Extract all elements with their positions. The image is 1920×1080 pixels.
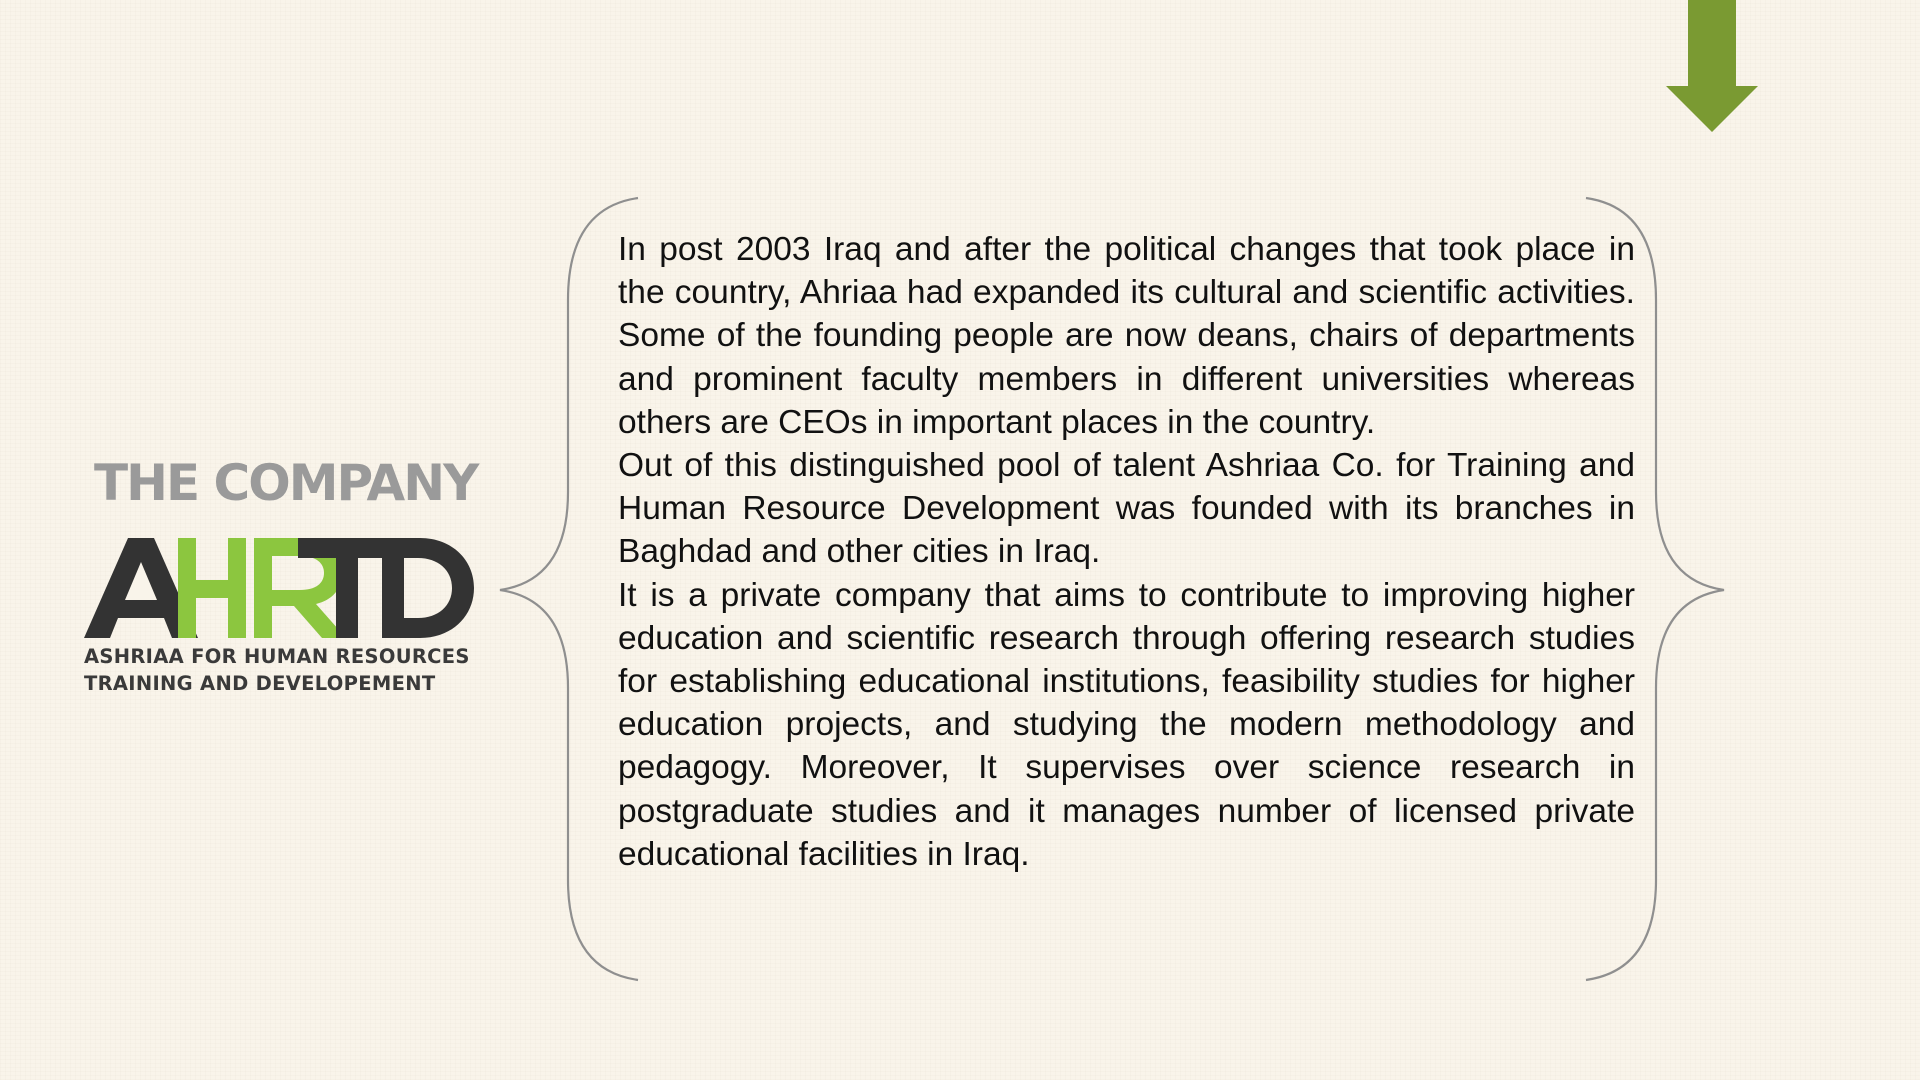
- company-logo: [84, 534, 476, 696]
- company-panel: [84, 452, 476, 696]
- paragraph-founding: Out of this distinguished pool of talent Ashriaa Co. for Training and Human Resource Development was founded with its branches in Baghdad and other cities in Iraq.: [618, 447, 1635, 571]
- paragraph-history: In post 2003 Iraq and after the political changes that took place in the country, Ahriaa had expanded its cultural and scientific activities. Some of the founding people are now deans, chairs of departments and prominent faculty members in different universities whereas others are CEOs in important places in the country.: [618, 231, 1635, 441]
- paragraph-mission: It is a private company that aims to contribute to improving higher education and scientific research through offering research studies for establishing educational institutions, feasibility studies for higher education projects, and studying the modern methodology and pedagogy. Moreover, It supervises over science research in postgraduate studies and it manages number of licensed private educational facilities in Iraq.: [618, 576, 1635, 873]
- section-title: THE COMPANY: [94, 454, 478, 512]
- company-description: [618, 228, 1635, 876]
- logo-line-2: TRAINING AND DEVELOPEMENT: [84, 672, 436, 695]
- ahrtd-logo-mark: [84, 534, 476, 642]
- down-arrow-icon: [1666, 0, 1758, 132]
- logo-line-1: ASHRIAA FOR HUMAN RESOURCES: [84, 645, 470, 668]
